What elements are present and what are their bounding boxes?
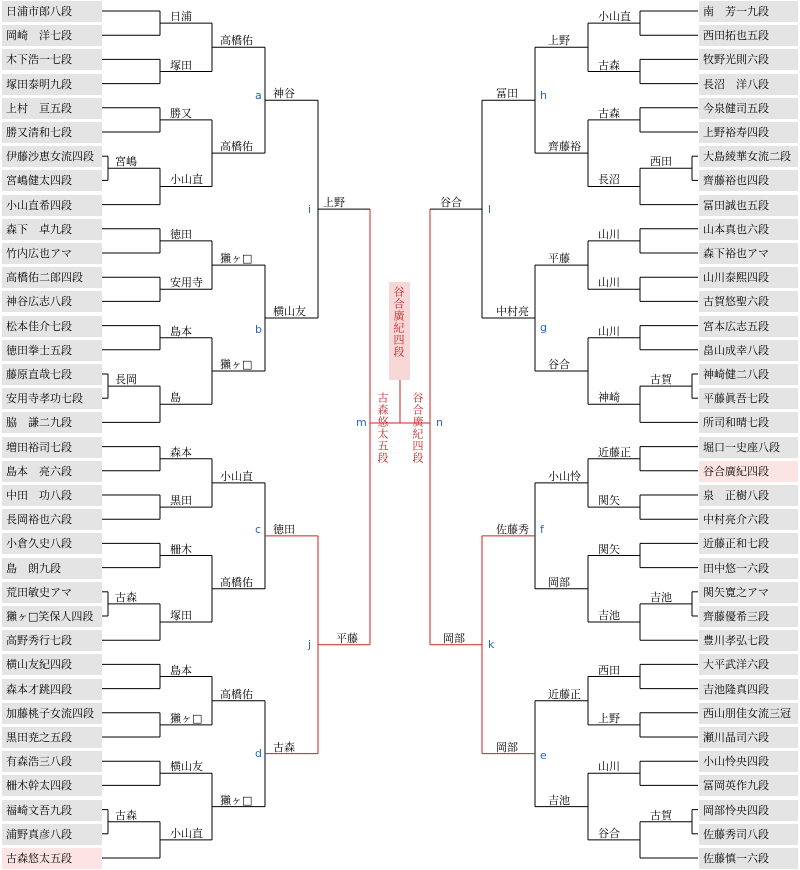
- winner-name: 谷合: [598, 826, 620, 840]
- player-entry: 松本佳介七段: [2, 316, 102, 337]
- player-entry: 瀬川晶司六段: [699, 727, 798, 748]
- winner-name: 横山友: [273, 305, 306, 319]
- player-entry: 大平武洋六段: [699, 654, 798, 675]
- player-entry: 浦野真彦八段: [2, 824, 102, 845]
- match-label: f: [540, 523, 544, 536]
- player-entry: 島 朗九段: [2, 558, 102, 579]
- finalist-right: 谷合廣紀四段: [411, 392, 424, 464]
- winner-name: 古森: [598, 106, 620, 120]
- winner-name: 古賀: [650, 808, 672, 822]
- player-entry: 森本才跳四段: [2, 679, 102, 700]
- winner-name: 島本: [170, 324, 192, 338]
- match-label: j: [308, 638, 312, 651]
- winner-name: 古森: [598, 58, 620, 72]
- winner-name: 岡部: [548, 575, 570, 589]
- champion-name: 谷合廣紀四段: [392, 286, 405, 358]
- match-label: m: [356, 416, 367, 429]
- winner-name: 安用寺: [170, 276, 203, 290]
- player-entry: 小山直希四段: [2, 195, 102, 216]
- player-entry: 冨田誠也五段: [699, 195, 798, 216]
- player-entry: 長沼 洋八段: [699, 74, 798, 95]
- winner-name: 平藤: [548, 252, 570, 266]
- winner-name: 獺ヶ□: [220, 357, 253, 371]
- player-entry: 豊川孝弘七段: [699, 630, 798, 651]
- player-entry: 牧野光則六段: [699, 49, 798, 70]
- winner-name: 冨田: [496, 87, 518, 101]
- winner-name: 谷合: [440, 196, 462, 210]
- player-entry: 平藤眞吾七段: [699, 388, 798, 409]
- player-entry: 小倉久史八段: [2, 533, 102, 554]
- player-entry: 森下 卓九段: [2, 219, 102, 240]
- winner-name: 齊藤裕: [548, 140, 581, 154]
- player-entry: 中田 功八段: [2, 485, 102, 506]
- player-entry: 塚田泰明九段: [2, 74, 102, 95]
- match-label: i: [308, 203, 312, 216]
- player-entry: 谷合廣紀四段: [699, 461, 798, 482]
- player-entry: 長岡裕也六段: [2, 509, 102, 530]
- winner-name: 徳田: [273, 522, 295, 536]
- winner-name: 関矢: [598, 542, 620, 556]
- match-label: b: [255, 323, 262, 336]
- player-entry: 所司和晴七段: [699, 412, 798, 433]
- winner-name: 上野: [323, 196, 345, 210]
- player-entry: 齊藤優希三段: [699, 606, 798, 627]
- player-entry: 獺ヶ□笑保人四段: [2, 606, 102, 627]
- match-label: l: [488, 203, 492, 216]
- player-entry: 西山朋佳女流三冠: [699, 703, 798, 724]
- player-entry: 大島綾華女流二段: [699, 146, 798, 167]
- player-entry: 佐藤秀司八段: [699, 824, 798, 845]
- player-entry: 安用寺孝功七段: [2, 388, 102, 409]
- winner-name: 岡部: [496, 740, 518, 754]
- player-entry: 脇 謙二九段: [2, 412, 102, 433]
- player-entry: 齊藤裕也四段: [699, 170, 798, 191]
- match-label: e: [540, 749, 547, 762]
- winner-name: 吉池: [598, 609, 620, 623]
- winner-name: 獺ヶ□: [170, 711, 203, 725]
- player-entry: 高野秀行七段: [2, 630, 102, 651]
- winner-name: 上野: [598, 711, 620, 725]
- winner-name: 山川: [598, 276, 620, 290]
- match-label: d: [255, 747, 262, 760]
- winner-name: 古賀: [650, 373, 672, 387]
- winner-name: 横山友: [170, 760, 203, 774]
- player-entry: 荒田敏史アマ: [2, 582, 102, 603]
- winner-name: 高橋佑: [220, 34, 253, 48]
- winner-name: 島本: [170, 663, 192, 677]
- winner-name: 山川: [598, 227, 620, 241]
- winner-name: 日浦: [170, 10, 192, 24]
- winner-name: 岡部: [443, 631, 465, 645]
- winner-name: 高橋佑: [220, 575, 253, 589]
- winner-name: 島: [170, 391, 181, 405]
- player-entry: 佐藤慎一六段: [699, 848, 798, 869]
- player-entry: 日浦市郎八段: [2, 1, 102, 22]
- player-entry: 勝又清和七段: [2, 122, 102, 143]
- player-entry: 今泉健司五段: [699, 98, 798, 119]
- winner-name: 西田: [598, 663, 620, 677]
- match-label: k: [488, 638, 495, 651]
- winner-name: 中村亮: [496, 305, 529, 319]
- winner-name: 獺ヶ□: [220, 252, 253, 266]
- winner-name: 塚田: [170, 58, 192, 72]
- player-entry: 古賀悠聖六段: [699, 291, 798, 312]
- player-entry: 山川泰熙四段: [699, 267, 798, 288]
- player-entry: 森下裕也アマ: [699, 243, 798, 264]
- player-entry: 加藤桃子女流四段: [2, 703, 102, 724]
- winner-name: 西田: [650, 155, 672, 169]
- player-entry: 徳田拳士五段: [2, 340, 102, 361]
- player-entry: 木下浩一七段: [2, 49, 102, 70]
- player-entry: 畠山成幸八段: [699, 340, 798, 361]
- player-entry: 冨岡英作九段: [699, 775, 798, 796]
- match-label: n: [436, 416, 443, 429]
- winner-name: 吉池: [548, 793, 570, 807]
- player-entry: 小山怜央四段: [699, 751, 798, 772]
- player-entry: 上野裕寿四段: [699, 122, 798, 143]
- winner-name: 近藤正: [548, 687, 581, 701]
- winner-name: 吉池: [650, 590, 672, 604]
- winner-name: 勝又: [170, 106, 192, 120]
- player-entry: 福崎文吾九段: [2, 800, 102, 821]
- winner-name: 小山直: [220, 469, 253, 483]
- player-entry: 横山友紀四段: [2, 654, 102, 675]
- winner-name: 宮嶋: [115, 155, 137, 169]
- player-entry: 宮嶋健太四段: [2, 170, 102, 191]
- winner-name: 小山直: [598, 10, 631, 24]
- winner-name: 小山直: [170, 826, 203, 840]
- winner-name: 上野: [548, 34, 570, 48]
- winner-name: 柵木: [170, 542, 192, 556]
- winner-name: 近藤正: [598, 445, 631, 459]
- winner-name: 山川: [598, 324, 620, 338]
- winner-name: 山川: [598, 760, 620, 774]
- winner-name: 小山直: [170, 173, 203, 187]
- player-entry: 黒田尭之五段: [2, 727, 102, 748]
- winner-name: 獺ヶ□: [220, 793, 253, 807]
- match-label: a: [255, 89, 262, 102]
- winner-name: 神崎: [598, 391, 620, 405]
- finalist-left: 古森悠太五段: [376, 392, 389, 464]
- player-entry: 竹内広也アマ: [2, 243, 102, 264]
- match-label: h: [540, 89, 547, 102]
- winner-name: 関矢: [598, 494, 620, 508]
- player-entry: 高橋佑二郎四段: [2, 267, 102, 288]
- player-entry: 関矢寛之アマ: [699, 582, 798, 603]
- winner-name: 黒田: [170, 494, 192, 508]
- winner-name: 古森: [115, 808, 137, 822]
- winner-name: 小山怜: [548, 469, 581, 483]
- player-entry: 上村 亘五段: [2, 98, 102, 119]
- player-entry: 古森悠太五段: [2, 848, 102, 869]
- match-label: g: [540, 321, 547, 334]
- winner-name: 塚田: [170, 609, 192, 623]
- player-entry: 神崎健二八段: [699, 364, 798, 385]
- match-label: c: [255, 523, 262, 536]
- player-entry: 吉池隆真四段: [699, 679, 798, 700]
- winner-name: 長沼: [598, 173, 620, 187]
- player-entry: 宮本広志五段: [699, 316, 798, 337]
- player-entry: 西田拓也五段: [699, 25, 798, 46]
- winner-name: 平藤: [336, 631, 358, 645]
- player-entry: 堀口一史座八段: [699, 437, 798, 458]
- player-entry: 田中悠一六段: [699, 558, 798, 579]
- player-entry: 中村亮介六段: [699, 509, 798, 530]
- winner-name: 神谷: [273, 87, 295, 101]
- player-entry: 伊藤沙恵女流四段: [2, 146, 102, 167]
- player-entry: 泉 正樹八段: [699, 485, 798, 506]
- winner-name: 古森: [115, 590, 137, 604]
- winner-name: 谷合: [548, 357, 570, 371]
- player-entry: 藤原直哉七段: [2, 364, 102, 385]
- player-entry: 島本 亮六段: [2, 461, 102, 482]
- player-entry: 有森浩三八段: [2, 751, 102, 772]
- player-entry: 山本真也六段: [699, 219, 798, 240]
- player-entry: 増田裕司七段: [2, 437, 102, 458]
- winner-name: 古森: [273, 740, 295, 754]
- winner-name: 佐藤秀: [496, 522, 529, 536]
- player-entry: 岡崎 洋七段: [2, 25, 102, 46]
- player-entry: 柵木幹太四段: [2, 775, 102, 796]
- player-entry: 南 芳一九段: [699, 1, 798, 22]
- winner-name: 長岡: [115, 373, 137, 387]
- player-entry: 岡部怜央四段: [699, 800, 798, 821]
- winner-name: 森本: [170, 445, 192, 459]
- player-entry: 近藤正和七段: [699, 533, 798, 554]
- player-entry: 神谷広志八段: [2, 291, 102, 312]
- winner-name: 高橋佑: [220, 140, 253, 154]
- winner-name: 徳田: [170, 227, 192, 241]
- winner-name: 高橋佑: [220, 687, 253, 701]
